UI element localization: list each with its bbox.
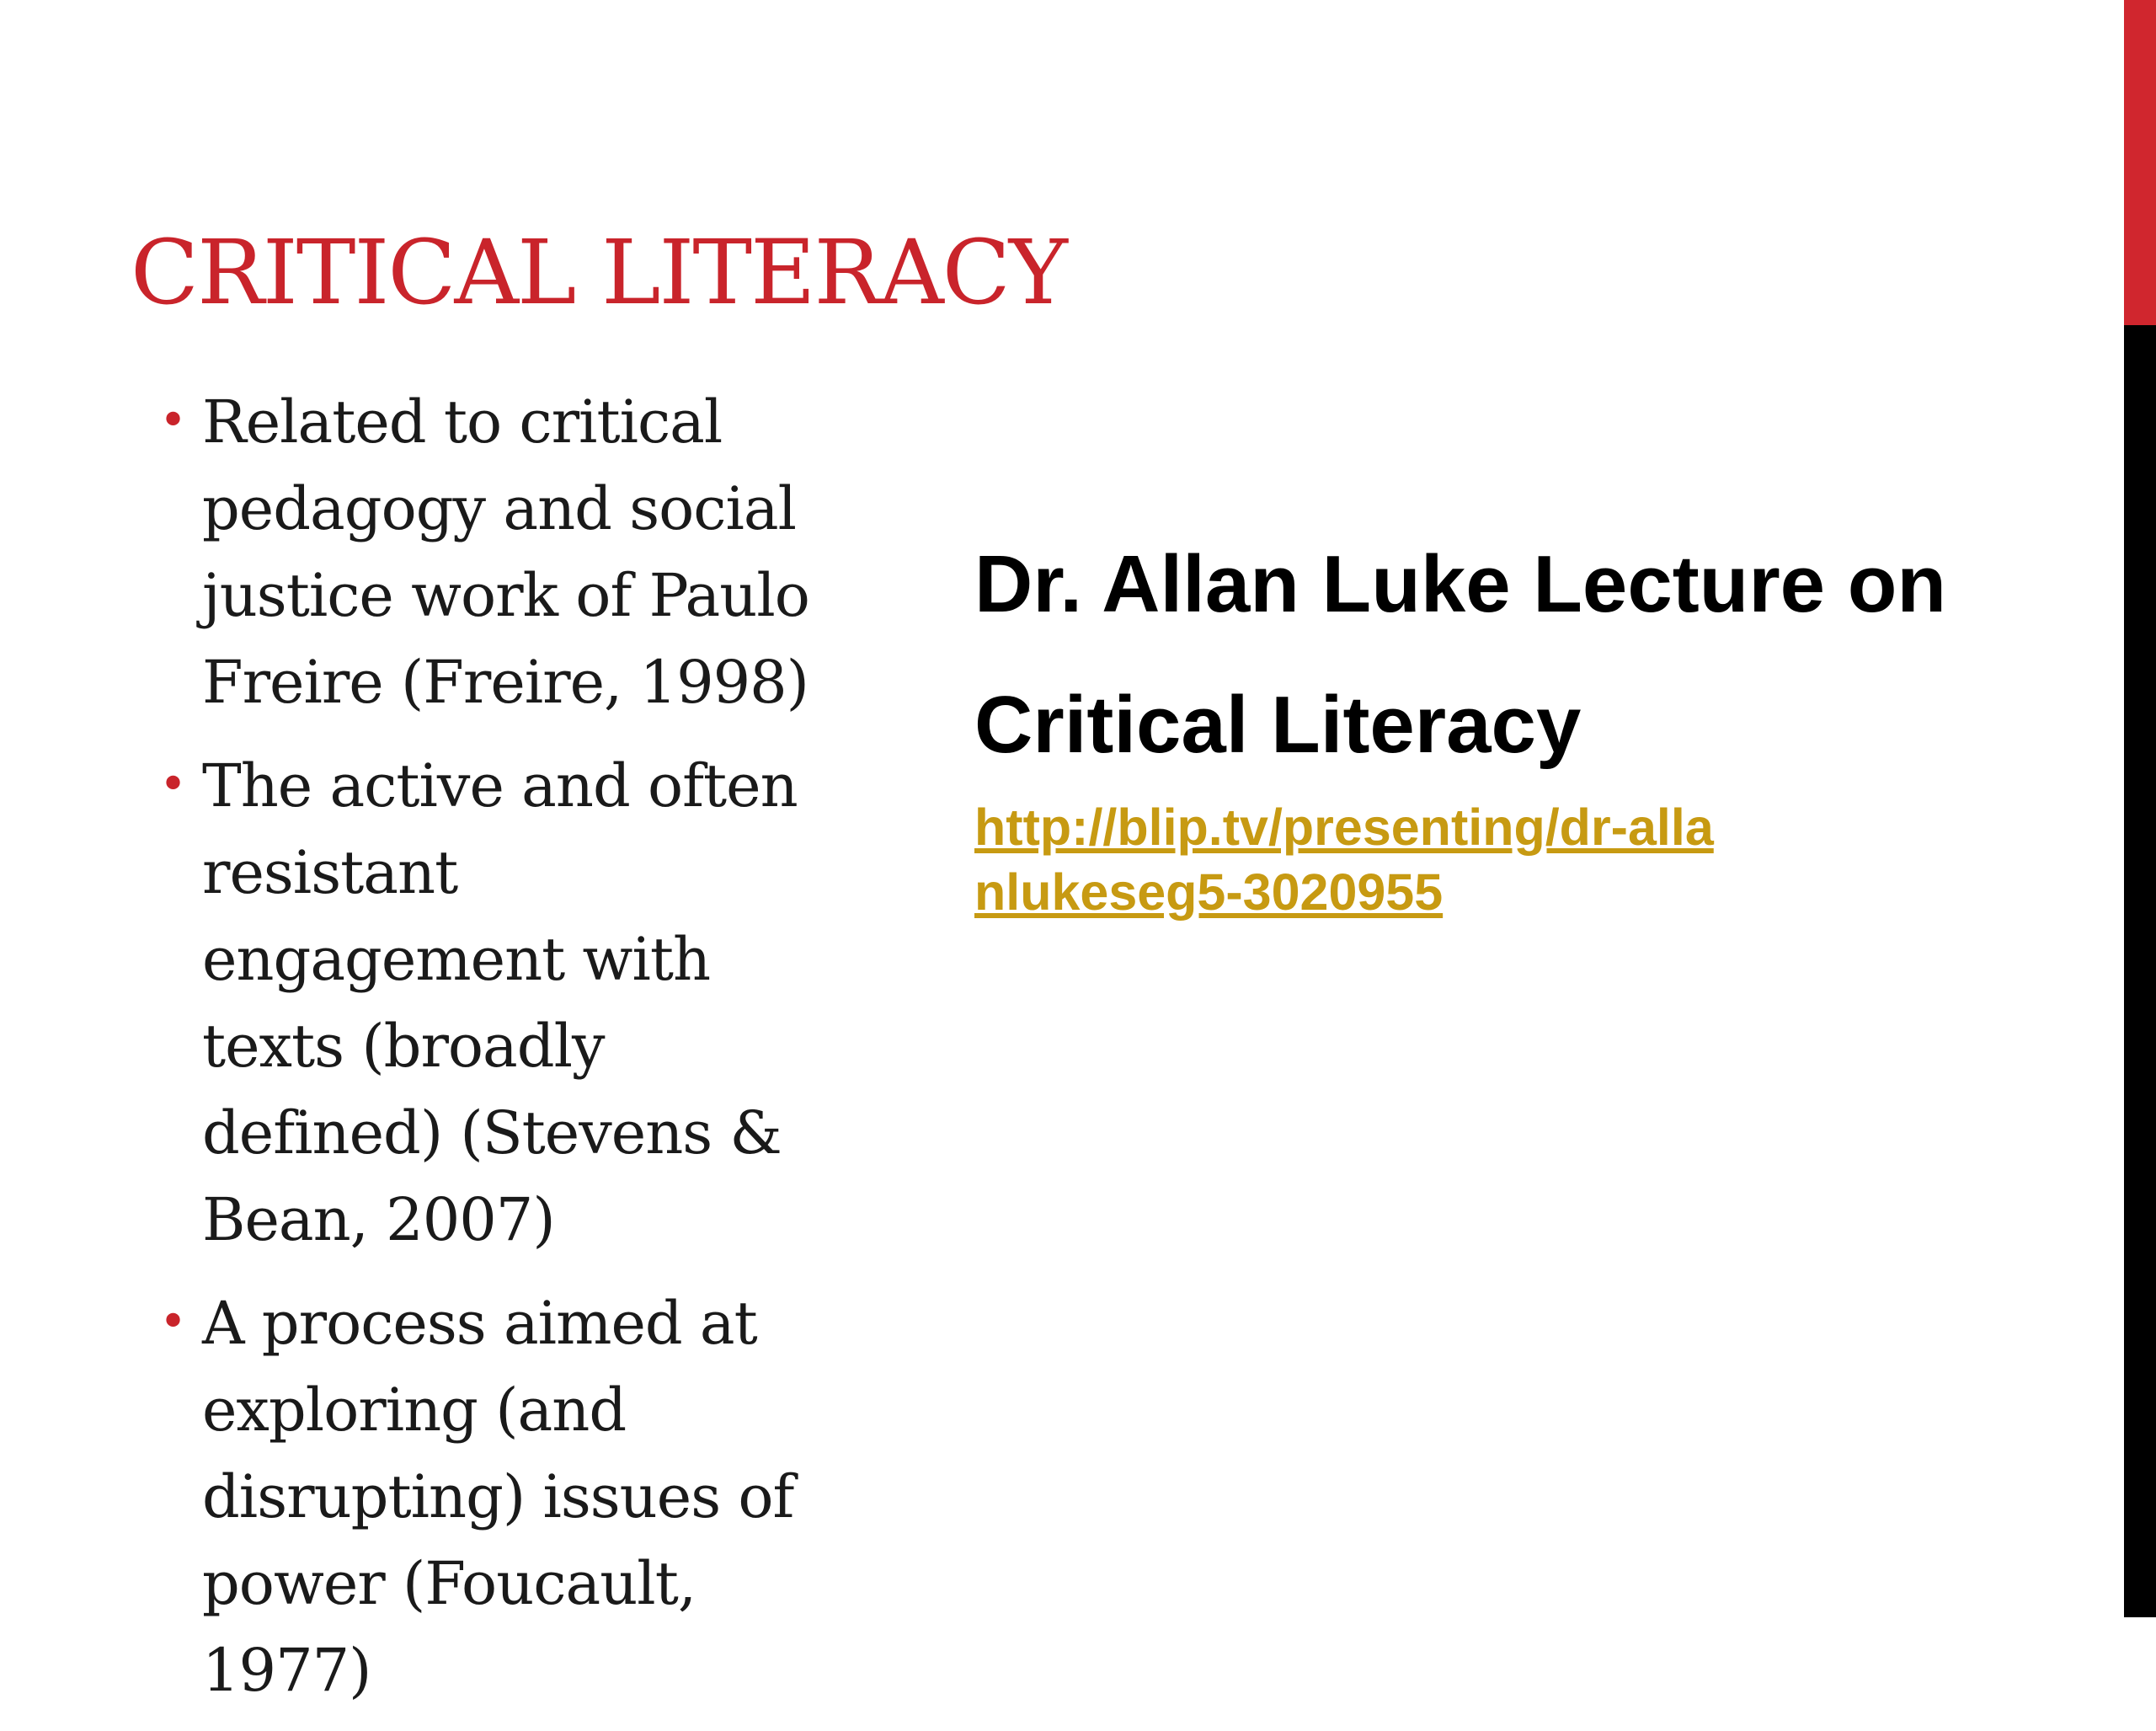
bullet-item bbox=[156, 743, 830, 1264]
video-link[interactable]: http://blip.tv/presenting/dr-allanlukeseg5-3020955 bbox=[974, 799, 1714, 921]
slide-title: CRITICAL LITERACY bbox=[131, 221, 1066, 324]
bullet-item bbox=[156, 1280, 830, 1714]
bullet-text: A process aimed at exploring (and disrupting) issues of power (Foucault, 1977) bbox=[202, 1289, 794, 1705]
bullet-item bbox=[156, 379, 830, 726]
bullet-list bbox=[156, 379, 830, 1731]
edge-accent-bar-red bbox=[2124, 0, 2156, 325]
edge-accent-bar-black bbox=[2124, 325, 2156, 1617]
video-heading: Dr. Allan Luke Lecture on Critical Literacy bbox=[974, 539, 1947, 770]
bullet-text: The active and often resistant engagement with texts (broadly defined) (Stevens & Bean, 2007) bbox=[202, 751, 798, 1254]
bullet-dot-icon: • bbox=[159, 393, 187, 448]
bullet-dot-icon: • bbox=[159, 757, 187, 812]
bullet-text: Related to critical pedagogy and social justice work of Paulo Freire (Freire, 1998) bbox=[202, 387, 809, 717]
bullet-dot-icon: • bbox=[159, 1295, 187, 1349]
